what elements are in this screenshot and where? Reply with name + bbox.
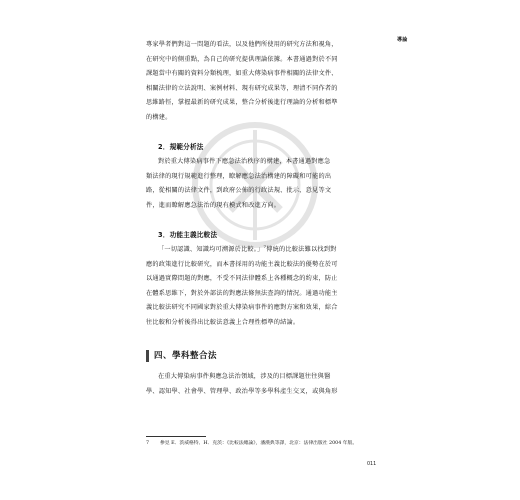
section-heading	[146, 348, 382, 364]
quote-text: 「一切認識、知識均可溯源於比較。」	[158, 246, 264, 253]
footnote-marker[interactable]: 7	[263, 243, 267, 249]
section-title: 四、學科整合法	[154, 350, 218, 361]
footnote	[146, 440, 386, 448]
text-line: 思維路徑，掌握最新的研究成果，整合分析後進行理論的分析和標準	[146, 99, 338, 106]
subsection-heading-functional-comparison: 3．功能主義比較法	[158, 231, 218, 239]
text-line	[146, 243, 382, 258]
footnote-divider	[146, 436, 206, 437]
text-continuation: 傳統的比較法難以找到對	[266, 246, 337, 253]
text-line: 在體系思維下，對於外部法的對應法條無法查詢的情況。通過功能主	[146, 289, 338, 297]
intro-paragraph	[146, 38, 382, 125]
text-line: 學、認知學、社會學、管理學、政治學等多學科產生交叉，或與角形	[146, 387, 338, 395]
body-text	[146, 38, 382, 399]
footnote-number: 7	[146, 441, 150, 446]
text-line: 相關法律的立法說明、案例材料、現有研究成果等，理清不同作者的	[146, 84, 338, 92]
section-marker-bar	[146, 350, 149, 362]
text-line: 以通過實際問題的對應，不受不同法律體系上各種概念的約束，防止	[146, 275, 338, 282]
discipline-integration-paragraph	[146, 370, 382, 399]
text-line: 在重大傳染病事件與應急法治領域，涉及的目標課題往往與醫	[158, 373, 331, 380]
text-line: 課題當中有關的資料分類梳理，如重大傳染病事件相關的法律文件、	[146, 70, 338, 77]
text-line: 往比較和分析後得出比較法意義上合理性標準的結論。	[146, 318, 300, 326]
chapter-side-tab: 導論	[397, 37, 408, 43]
subsection-heading-normative-analysis: 2．規範分析法	[158, 143, 204, 151]
normative-analysis-paragraph	[146, 155, 382, 213]
footnote-text: 參見 E．茨威格特、H．克茨：《比較法總論》，潘漢典等譯，北京：法律出版社 2004 年版。	[160, 441, 358, 446]
text-line: 類法律的現行規範進行整理，瞭解應急法治構建的障礙和可能的出	[146, 172, 332, 180]
page-number: 011	[367, 462, 377, 467]
text-line: 應的政策進行比較研究，而本書採用的功能主義比較法的優勢在於可	[146, 260, 338, 268]
text-line: 的構建。	[146, 113, 172, 121]
text-line: 專家學者們對這一問題的看法，以及他們所使用的研究方法和視角，	[146, 41, 338, 48]
text-line: 件，進而瞭解應急法治的現有模式和改進方向。	[146, 201, 281, 209]
text-line: 在研究中的側重點，為自己的研究提供理論依據。本書通過對於不同	[146, 55, 338, 63]
functional-comparison-paragraph	[146, 243, 382, 330]
text-line: 路，從相關的法律文件，到政府公佈的行政法規、批示、意見等文	[146, 187, 332, 194]
text-line: 對於重大傳染病事件下應急法治秩序的構建，本書通過對應急	[158, 158, 331, 165]
text-line: 義比較法研究不同國家對於重大傳染病事件的應對方案和效果，綜合	[146, 304, 338, 311]
